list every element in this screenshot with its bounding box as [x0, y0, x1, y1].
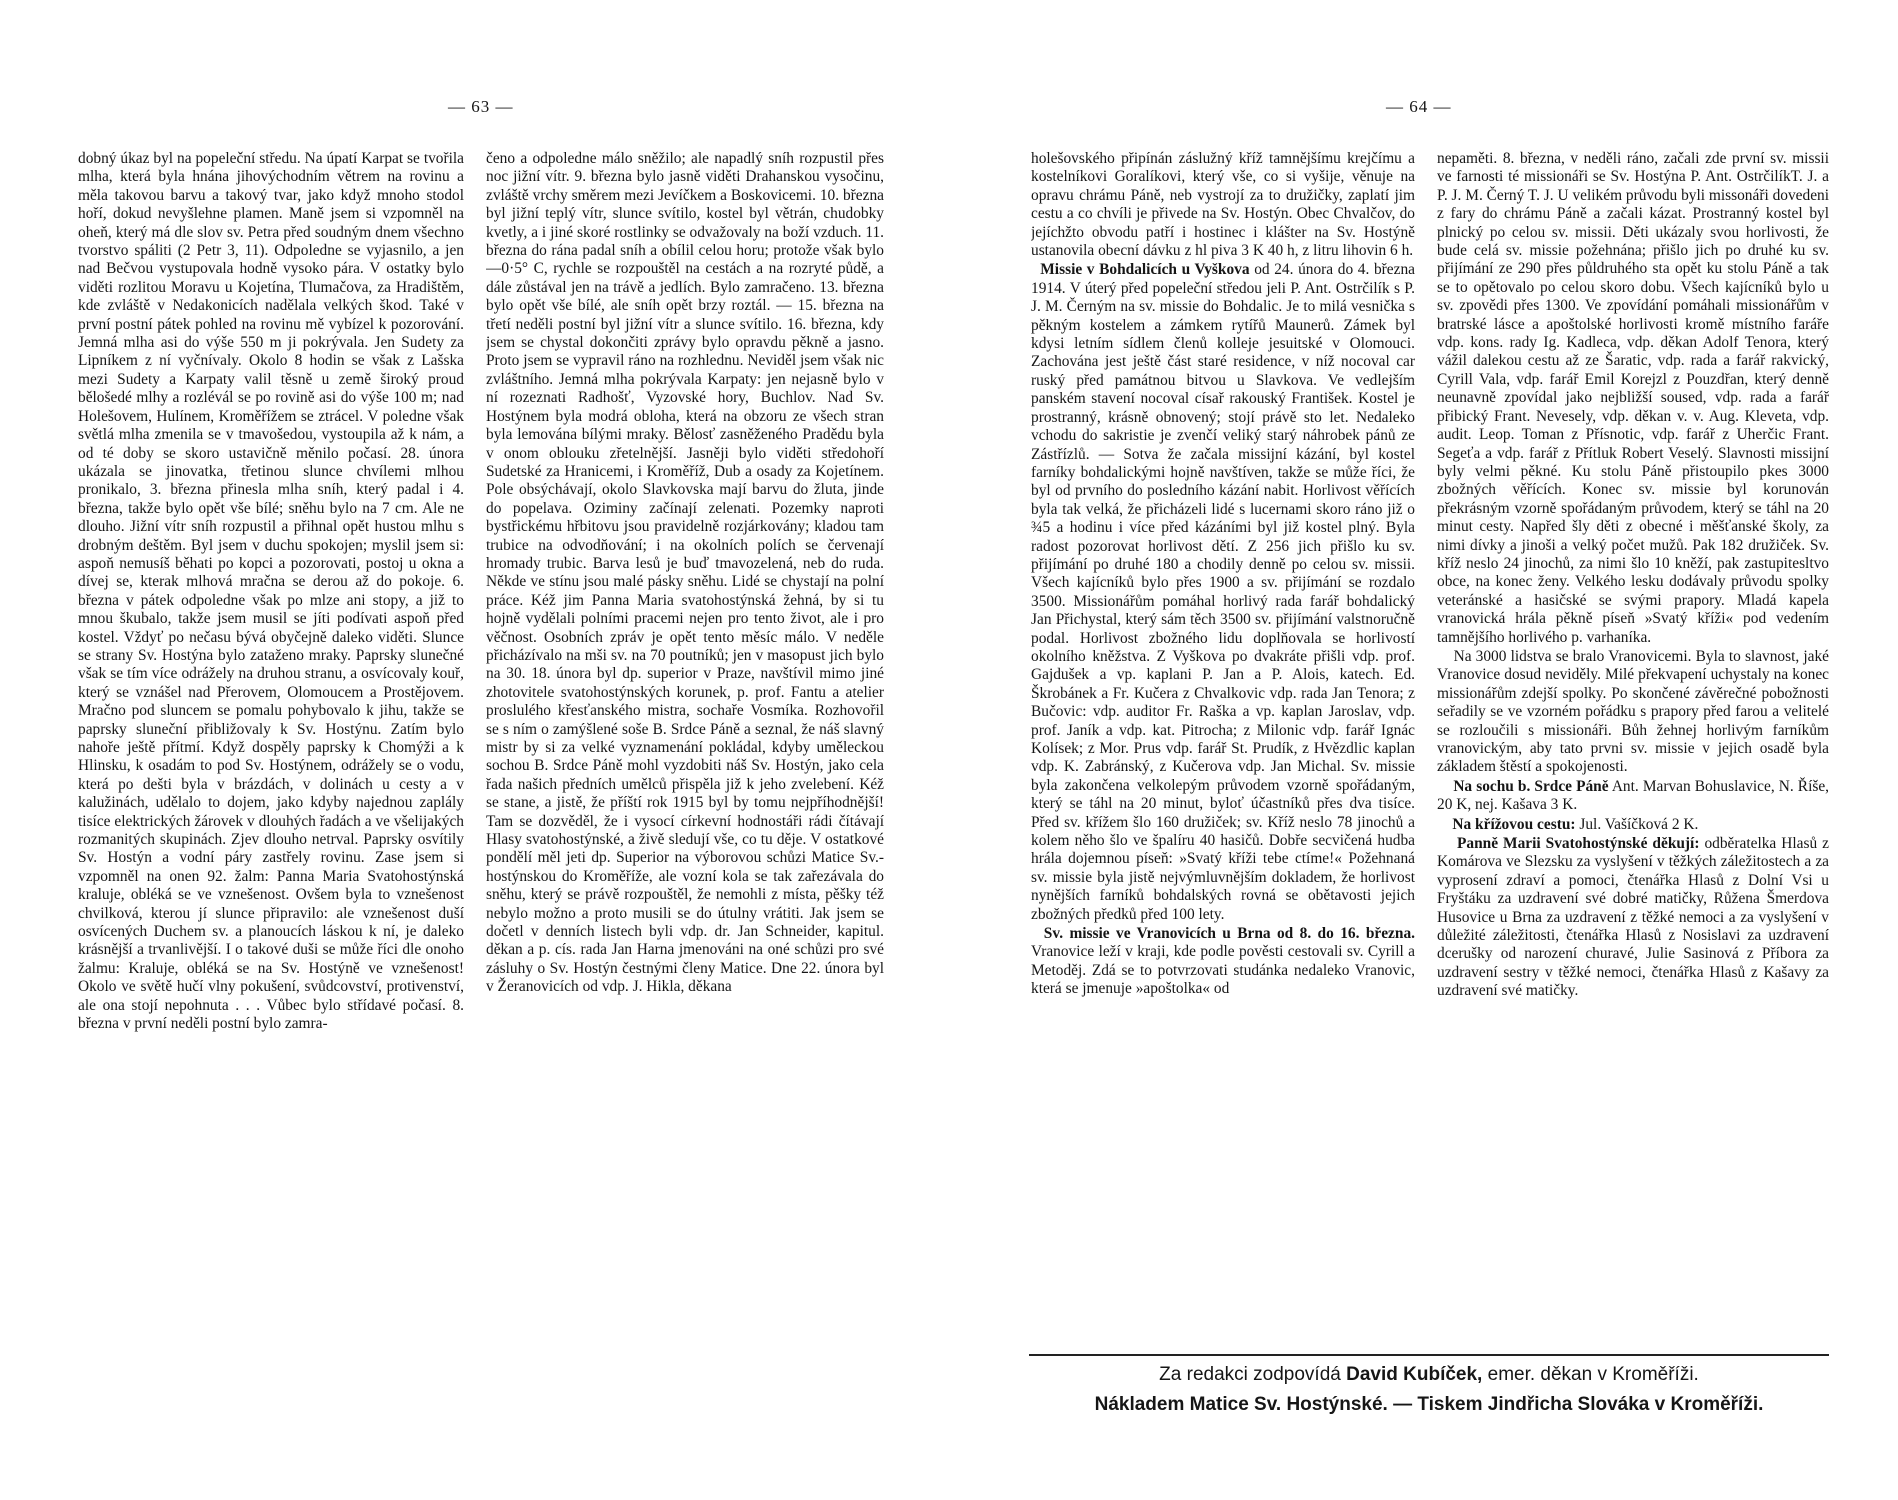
- section-heading: Panně Marii Svatohostýnské děkují:: [1457, 835, 1700, 853]
- right-column-2: [1437, 150, 1829, 1342]
- paragraph: nepaměti. 8. března, v neděli ráno, začali zde první sv. missii ve farnosti té missionáři se Sv. Hostýna P. Ant. OstrčilíkT. J. a P. J. M. Černý T. J. U velikém průvodu byli missonáři dovedeni z fary do chrámu Páně a začali kázat. Prostranný kostel byl plnický po celou sv. missii. Děti ukázaly svou horlivosti, že bude celá sv. missie požehnána; přišlo jich po druhé ku sv. přijímání ze 290 přes půldruhého sta opět ku stolu Páně a tak se to opětovalo po celou skoro dobu. Všech kajícníků bylo u sv. zpovědi přes 1300. Ve zpovídání pomáhali missionářům v bratrské lásce a apoštolské horlivosti kromě místního faráře vdp. kons. rady Ig. Kadleca, vdp. děkan Adolf Tenora, který vážil dalekou cestu až ze Šaratic, vdp. rada a farář rakvický, Cyrill Vala, vdp. farář Emil Korejzl z Pouzdřan, který denně neunavně zpovídal jako nejbližší soused, vdp. rada a farář přibický Frant. Nevesely, vdp. děkan v. v. Aug. Kleveta, vdp. audit. Leop. Toman z Přísnotic, vdp. farář z Uherčic Frant. Segeťa a vdp. farář z Přítluk Robert Veselý. Slavnosti missijní byly velmi pěkné. Ku stolu Páně přistoupilo pkes 3000 zbožných věřících. Konec sv. missie byl korunován překrásným vzorně spořádaným průvodem, který se táhl na 20 minut cesty. Napřed šly děti z obecné i měšťanské školy, za nimi dívky a jinoši a velký počet mužů. Pak 182 družiček. Sv. kříž neslo 24 jinochů, za nimi šlo 10 kněží, pak zastupitesltvo obce, na konec ženy. Velkého lesku dodávaly průvodu spolky veteránské a hasičské se svými prapory. Mladá kapela vranovická hrála pěkně píseň »Svatý kříži« pod vedením tamnějšího horlivého p. varhaníka.: [1437, 150, 1829, 646]
- left-column-2: [486, 150, 884, 1480]
- section-heading: Sv. missie ve Vranovicích u Brna od 8. do 16. března.: [1043, 925, 1415, 943]
- paragraph-text: odběratelka Hlasů z Komárova ve Slezsku za vyslyšení v těžkých záležitostech a za vyprosení zdraví a pomoci, čtenářka Hlasů z Dolní Vsi u Fryštáku za uzdravení své dobré matičky, Růžena Šmerdova Husovice u Brna za uzdravení z těžké nemoci a za vyslyšení v důležité záležitosti, čtenářka Hlasů z Nosislavi za uzdravení dcerušky od narození churavé, Julie Sasinová z Příbora za uzdravení sestry v těžké nemoci, čtenářka Hlasů z Kašavy za uzdravení své matičky.: [1437, 835, 1829, 1000]
- paragraph: čeno a odpoledne málo sněžilo; ale napadlý sníh rozpustil přes noc jižní vítr. 9. března bylo jasně viděti Drahanskou vysočinu, zvláště vrchy směrem mezi Jevíčkem a Boskovicemi. 10. března byl jižní teplý vítr, slunce svítilo, kostel byl větrán, chudobky kvetly, a i jiné skoré rostlinky se odvažovaly na boží vzduch. 11. března do rána padal sníh a obílil celou horu; protože však bylo —0·5° C, rychle se rozpouštěl na cestách a na rozryté půdě, a dále zůstával jen na trávě a jedlích. Bylo zamračeno. 13. března bylo opět vše bílé, ale sníh opět brzy roztál. — 15. března na třetí neděli postní byl jižní vítr a slunce svítilo. 16. března, kdy jsem se chystal dokončiti zprávy bylo opravdu pěkně a jasno. Proto jsem se vypravil ráno na rozhlednu. Neviděl jsem však nic zvláštního. Jemná mlha pokrývala Karpaty: jen nejasně bylo v ní rozeznati Radhošť, Vyzovské hory, Buchlov. Nad Sv. Hostýnem byla modrá obloha, která na obzoru ze všech stran byla lemována bílými mraky. Bělosť zasněženého Pradědu byla v onom oblouku zřetelnější. Jasněji bylo viděti středohoří Sudetské za Hranicemi, i Kroměříž, Dub a osady za Kojetínem. Pole obsýchávají, okolo Slavkovska mají barvu do žluta, jinde do popelava. Oziminy začínají zelenati. Pozemky naproti bystřickému hřbitovu jsou pravidelně rozjárkovány; kladou tam trubice na odvodňování; i na okolních polích se červenají hromady trubic. Barva lesů je buď tmavozelená, neb do ruda. Někde ve stínu jsou malé pásky sněhu. Lidé se chystají na polní práce. Kéž jim Panna Maria svatohostýnská žehná, by si tu hojně vydělali polními pracemi nejen pro tento život, ale i pro věčnost. Osobních zpráv je opět tento měsíc málo. V neděle přicházívalo na mši sv. na 70 poutníků; jen v masopust jich bylo na 30. 18. února byl dp. superior v Praze, navštívil mimo jiné zhotovitele svatohostýnských korunek, p. prof. Fantu a atelier proslulého křesťanského mistra, sochaře Vosmíka. Rozhovořil se s ním o zamýšlené soše B. Srdce Páně a seznal, že náš slavný mistr by si za velké vyznamenání pokládal, kdyby uměleckou sochou B. Srdce Páně mohl vyzdobiti náš Sv. Hostýn, jako cela řada našich předních umělců přispěla již k jeho zvelebení. Kéž se stane, a jistě, že příští rok 1915 byl by tomu nejpříhodnější! Tam se dozvěděl, že i vysocí církevní hodnostáři rádi čítávají Hlasy svatohostýnské, a živě sledují vše, co tu děje. V ostatkové pondělí měl jeti dp. Superior na výborovou schůzi Matice Sv.-hostýnskou do Kroměříže, ale vozní kola se tak zařezávala do sněhu, který se právě rozpouštěl, že nemohli z místa, pěšky též nebylo možno a proto musili se do útulny vrátiti. Jak jsem se dočetl v denních listech byli vdp. dr. Jan Schneider, kapitul. děkan a p. cís. rada Jan Harna jmenováni na oné schůzi pro své zásluhy o Sv. Hostýn čestnými členy Matice. Dne 22. února byl v Žeranovicích od vdp. J. Hikla, děkana: [486, 150, 884, 996]
- section-bohdalice: [1031, 261, 1415, 924]
- footer-divider: [1029, 1354, 1829, 1356]
- section-heading: Na křížovou cestu:: [1452, 815, 1576, 833]
- imprint-editor-name: David Kubíček,: [1346, 1364, 1483, 1385]
- right-page: [949, 0, 1898, 1500]
- imprint-publisher-line: Nákladem Matice Sv. Hostýnské. — Tiskem Jindřicha Slováka v Kroměříži.: [1094, 1394, 1764, 1415]
- paragraph-text: od 24. února do 4. března 1914. V úterý před popeleční středou jeli P. Ant. Ostrčilík s P. J. M. Černým na sv. missie do Bohdalic. Je to milá vesnička s pěkným kostelem a zámkem rytířů Maunerů. Zámek byl kdysi letním sídlem členů kolleje jesuitské v Olomouci. Zachována jest ještě část staré residence, v níž nocoval car ruský před památnou bitvou u Slavkova. Ve vedlejším panském stavení nocoval císař rakouský František. Kostel je prostranný, krásně obnovený; stojí právě sto let. Nedaleko vchodu do sakristie je zvenčí veliký starý náhrobek pánů ze Zástřízlů. — Sotva že začala missijní kázání, byl kostel farníky bohdalickými hojně navštíven, takže se může říci, že byl od prvního do posledního kázání nabit. Horlivost věřících byla tak velká, že přicházeli lidé s lucernami skoro ráno již o ¾5 a hodinu i více před kázáními byl již kostel plný. Byla radost pozorovat horlivost dětí. Z 256 jich přišlo ku sv. přijímání po druhé 180 a chodily denně po celou sv. missii. Všech kajícníků bylo přes 1900 a sv. přijímání se rozdalo 3500. Missionářům pomáhal horlivý rada farář bohdalický Jan Přichystal, který sám těch 3500 sv. přijímání valstnoručně podal. Horlivost zbožného lidu doplňovala se horlivostí okolního kněžstva. Z Vyškova po dvakráte přišli vdp. prof. Gajdušek a vp. kaplani P. Jan a P. Alois, katech. Ed. Škrobánek a Fr. Kučera z Chvalkovic vdp. rada Jan Tenora; z Bučovic: vdp. auditor Fr. Raška a vp. kaplan Jaroslav, vdp. prof. Janík a vdp. kat. Pitrocha; z Milonic vdp. farář Ignác Kolísek; z Mor. Prus vdp. farář St. Prudík, z Hvězdlic kaplan vdp. K. Zabránský, z Kučerova vdp. Jan Michal. Sv. missie byla zakončena velkolepým průvodem vzorně spořádaným, který se táhl na 20 minut, byloť účastníků přes dva tisíce. Před sv. křížem šlo 160 družiček; sv. Kříž neslo 78 jinochů a kolem něho šlo ve špalíru 40 hasičů. Dobře secvičená hudba hrála dojemnou píseň: »Svatý kříži tebe ctíme!« Požehnaná sv. missie byla jistě nejvýmluvnějším dokladem, že horlivost nynějších farníků bohdalských rovná se obětavosti jejich zbožných předků před 100 lety.: [1031, 261, 1415, 923]
- thanks-section: [1437, 835, 1829, 1001]
- paragraph: dobný úkaz byl na popeleční středu. Na úpatí Karpat se tvořila mlha, která byla hnána jihovýchodním větrem na rovinu a měla takovou barvu a takový tvar, jako když mnoho stodol hoří, dokud nevyšlehne plamen. Maně jsem si vzpomněl na oheň, který má dle slov sv. Petra před soudným dnem všechno tvorstvo spáliti (2 Petr 3, 11). Odpoledne se vyjasnilo, a jen nad Bečvou vystupovala hodně vysoko pára. V ostatky bylo viděti rozlitou Moravu u Kojetína, Tlumačova, za Hradištěm, kde zvláště v Nedakonicích nadělala velkých škod. Také v první postní pátek pohled na rovinu mě vybízel k pozorování. Jemná mlha asi do výše 550 m ji pokrývala. Jen Sudety za Lipníkem z ní vyčnívaly. Okolo 8 hodin se však z Lašska mezi Sudety a Karpaty valil těsně u země široký proud bělošedé mlhy a rozlévál se po rovině asi do výše 100 m; nad Holešovem, Hulínem, Kroměřížem se ztrácel. V poledne však světlá mlha zmenila se v tmavošedou, vystoupila až k nám, a od té doby se skoro ustavičně měnilo počasí. 28. února ukázala se jinovatka, třetinou slunce chvílemi mlhou pronikalo, 3. března přinesla mlha sníh, který padal i 4. března, takže bylo opět vše bílé; sněhu bylo na 7 cm. Ale ne dlouho. Jižní vítr sníh rozpustil a přihnal opět hustou mlhu s drobným deštěm. Byl jsem v duchu spokojen; myslil jsem si: aspoň nemusíš běhati po kopci a pozorovati, postoj u okna a dívej se, kterak mlhová mračna se derou až do pokoje. 6. března v pátek odpoledne však po mlze ani stopy, a již to mnou škubalo, takže jsem musil se jíti podívati aspoň před kostel. Vždyť po nečasu bývá obyčejně daleko viděti. Slunce se strany Sv. Hostýna bylo zataženo mraky. Paprsky slunečné však se tím více odrážely na druhou stranu, a osvícovaly kouř, který se vznášel nad Přerovem, Olomoucem a Prostějovem. Mračno pod sluncem se pomalu pohybovalo k jihu, takže se paprsky sluneční přibližovaly k Sv. Hostýnu. Zatím bylo nahoře ještě přítmí. Když dospěly paprsky k Chomýži a k Hlinsku, k osadám to pod Sv. Hostýnem, odrážely se o vodu, která po dešti byla v brázdách, v dolinách u cesty a v kalužinách, udělalo to dojem, jako kdyby najednou zaplály tisíce elektrických žárovek v dlouhých řadách a ve všelijakých rozmanitých skupinách. Zjev dlouho netrval. Paprsky osvítily Sv. Hostýn a vodní páry zastřely rovinu. Zase jsem si vzpomněl na onen 92. žalm: Panna Maria Svatohostýnská kraluje, obléká se ve vznešenost. Ovšem byla to vznešenost chvilková, kterou jí slunce připravilo: ale vznešenost duší osvícených Duchem sv. a planoucích láskou k ní, je daleko krásnější a trvanlivější. I o takové duši se může říci dle onoho žalmu: Kraluje, obléká se na Sv. Hostýně ve vznešenost! Okolo ve světě hučí vlny pokušení, svůdcovství, protivenství, ale ona stojí nepohnuta . . . Vůbec bylo střídavé počasí. 8. března v první neděli postní bylo zamra-: [78, 150, 464, 1033]
- paragraph: [1437, 648, 1829, 777]
- imprint-editor-line: [1029, 1364, 1829, 1386]
- left-column-1: [78, 150, 464, 1480]
- paragraph-text: Jul. Vašíčková 2 K.: [1579, 815, 1699, 833]
- section-heading: Missie v Bohdalicích u Vyškova: [1040, 261, 1250, 279]
- paragraph-text: Vranovice leží v kraji, kde podle pověsti cestovali sv. Cyrill a Metoděj. Zdá se to potvrzovati studánka nedaleko Vranovic, která se jmenuje »apoštolka« od: [1031, 943, 1415, 998]
- section-vranovice: [1031, 925, 1415, 999]
- donation-socha: [1437, 778, 1829, 815]
- paragraph: holešovského připínán záslužný kříž tamnějšímu krejčímu a kostelníkovi Goralíkovi, který vše, co si vyšije, věnuje na opravu chrámu Páně, neb vystrojí za to družičky, zaplatí jim cestu a co chvíli je přivede na Sv. Hostýn. Obec Chvalčov, do jejíchžto obvodu patří i hostinec i klášter na Sv. Hostýně ustanovila obecní dávku z hl piva 3 K 40 h, z litru lihovin 6 h.: [1031, 150, 1415, 260]
- imprint-text: Za redakci zodpovídá: [1159, 1364, 1341, 1385]
- page-number-right: — 64 —: [1386, 97, 1452, 116]
- donation-krizova: [1437, 816, 1829, 834]
- page-number-left: — 63 —: [448, 97, 514, 116]
- paragraph-text: Na 3000 lidstva se bralo Vranovicemi. Byla to slavnost, jaké Vranovice dosud neviděly. Milé překvapení uchystaly na konec missionářům zdejší spolky. Po skončené závěrečné pobožnosti seřadily se ve vzorném pořádku s prapory před farou a velitelé se rozloučili s missionáři. Bůh žehnej horlivým farníkům vranovickým, aby tato prvni sv. missie v jejich osadě byla základem štěstí a spokojenosti.: [1437, 647, 1829, 776]
- section-heading: Na sochu b. Srdce Páně: [1453, 777, 1609, 795]
- imprint-text: emer. děkan v Kroměříži.: [1487, 1364, 1699, 1385]
- right-column-1: [1031, 150, 1415, 1342]
- paragraph-text: Ant. Marvan Bohuslavice, N. Říše, 20 K, nej. Kašava 3 K.: [1437, 777, 1829, 814]
